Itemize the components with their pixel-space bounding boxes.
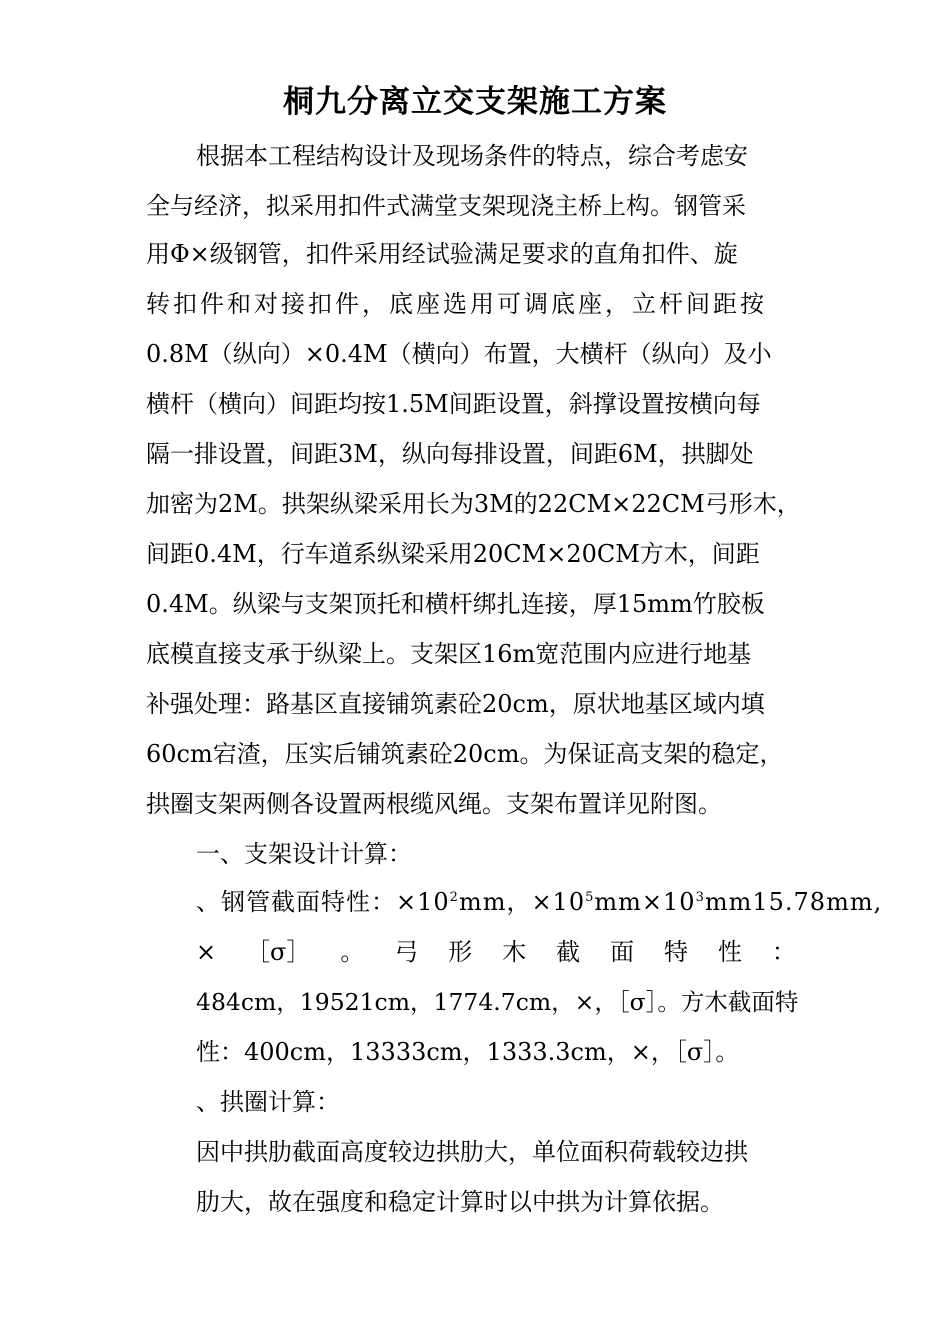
spaced-token: 截 xyxy=(556,938,581,966)
section-heading: 、拱圈计算： xyxy=(196,1088,340,1116)
steel-section-line xyxy=(196,884,882,920)
spaced-token: × xyxy=(196,938,217,966)
spaced-token: 性 xyxy=(717,938,742,966)
spaced-token: 弓 xyxy=(394,938,419,966)
steel-sup-c: 3 xyxy=(695,890,705,905)
paragraph-line: 拱圈支架两侧各设置两根缆风绳。支架布置详见附图。 xyxy=(146,790,722,818)
paragraph-line: 0.4M。纵梁与支架顶托和横杆绑扎连接，厚15mm竹胶板 xyxy=(146,590,765,618)
document-title: 桐九分离立交支架施工方案 xyxy=(283,84,667,120)
spaced-token: 特 xyxy=(664,938,688,966)
paragraph-line: 60cm宕渣，压实后铺筑素砼20cm。为保证高支架的稳定， xyxy=(146,740,784,768)
spaced-token: ： xyxy=(771,938,796,966)
steel-text-c: mm×10 xyxy=(594,888,696,916)
steel-text-b: mm，×10 xyxy=(458,888,586,916)
paragraph-line: 横杆（横向）间距均按1.5M间距设置，斜撑设置按横向每 xyxy=(146,390,761,418)
paragraph-line: 肋大，故在强度和稳定计算时以中拱为计算依据。 xyxy=(196,1188,724,1216)
steel-sup-b: 5 xyxy=(585,890,595,905)
paragraph-line: 0.8M（纵向）×0.4M（横向）布置，大横杆（纵向）及小 xyxy=(146,340,772,368)
timber-line: 性：400cm，13333cm，1333.3cm，×，［σ］。 xyxy=(196,1038,740,1066)
timber-line: 484cm，19521cm，1774.7cm，×，［σ］。方木截面特 xyxy=(196,988,799,1016)
steel-sup-a: 2 xyxy=(449,890,459,905)
spaced-line xyxy=(196,934,796,970)
steel-text-a: 、钢管截面特性：×10 xyxy=(196,888,450,916)
spaced-token: 形 xyxy=(448,938,473,966)
paragraph-line: 间距0.4M，行车道系纵梁采用20CM×20CM方木，间距 xyxy=(146,540,760,568)
paragraph-line: 加密为2M。拱架纵梁采用长为3M的22CM×22CM弓形木， xyxy=(146,490,801,518)
paragraph-line: 全与经济，拟采用扣件式满堂支架现浇主桥上构。钢管采 xyxy=(146,192,746,220)
paragraph-line: 隔一排设置，间距3M，纵向每排设置，间距6M，拱脚处 xyxy=(146,440,754,468)
spaced-token: 面 xyxy=(610,938,635,966)
steel-text-d: mm15.78mm, xyxy=(704,888,883,916)
paragraph-line: 转扣件和对接扣件，底座选用可调底座，立杆间距按 xyxy=(146,290,767,318)
spaced-token: 。 xyxy=(340,938,365,966)
section-heading: 一、支架设计计算： xyxy=(196,840,412,868)
spaced-token: 木 xyxy=(502,938,527,966)
paragraph-line: 根据本工程结构设计及现场条件的特点，综合考虑安 xyxy=(196,142,748,170)
paragraph-line: 用Φ×级钢管，扣件采用经试验满足要求的直角扣件、旋 xyxy=(146,240,738,268)
paragraph-line: 因中拱肋截面高度较边拱肋大，单位面积荷载较边拱 xyxy=(196,1138,748,1166)
paragraph-line: 底模直接支承于纵梁上。支架区16m宽范围内应进行地基 xyxy=(146,640,752,668)
spaced-token: ［σ］ xyxy=(246,938,311,966)
paragraph-line: 补强处理：路基区直接铺筑素砼20cm，原状地基区域内填 xyxy=(146,690,765,718)
